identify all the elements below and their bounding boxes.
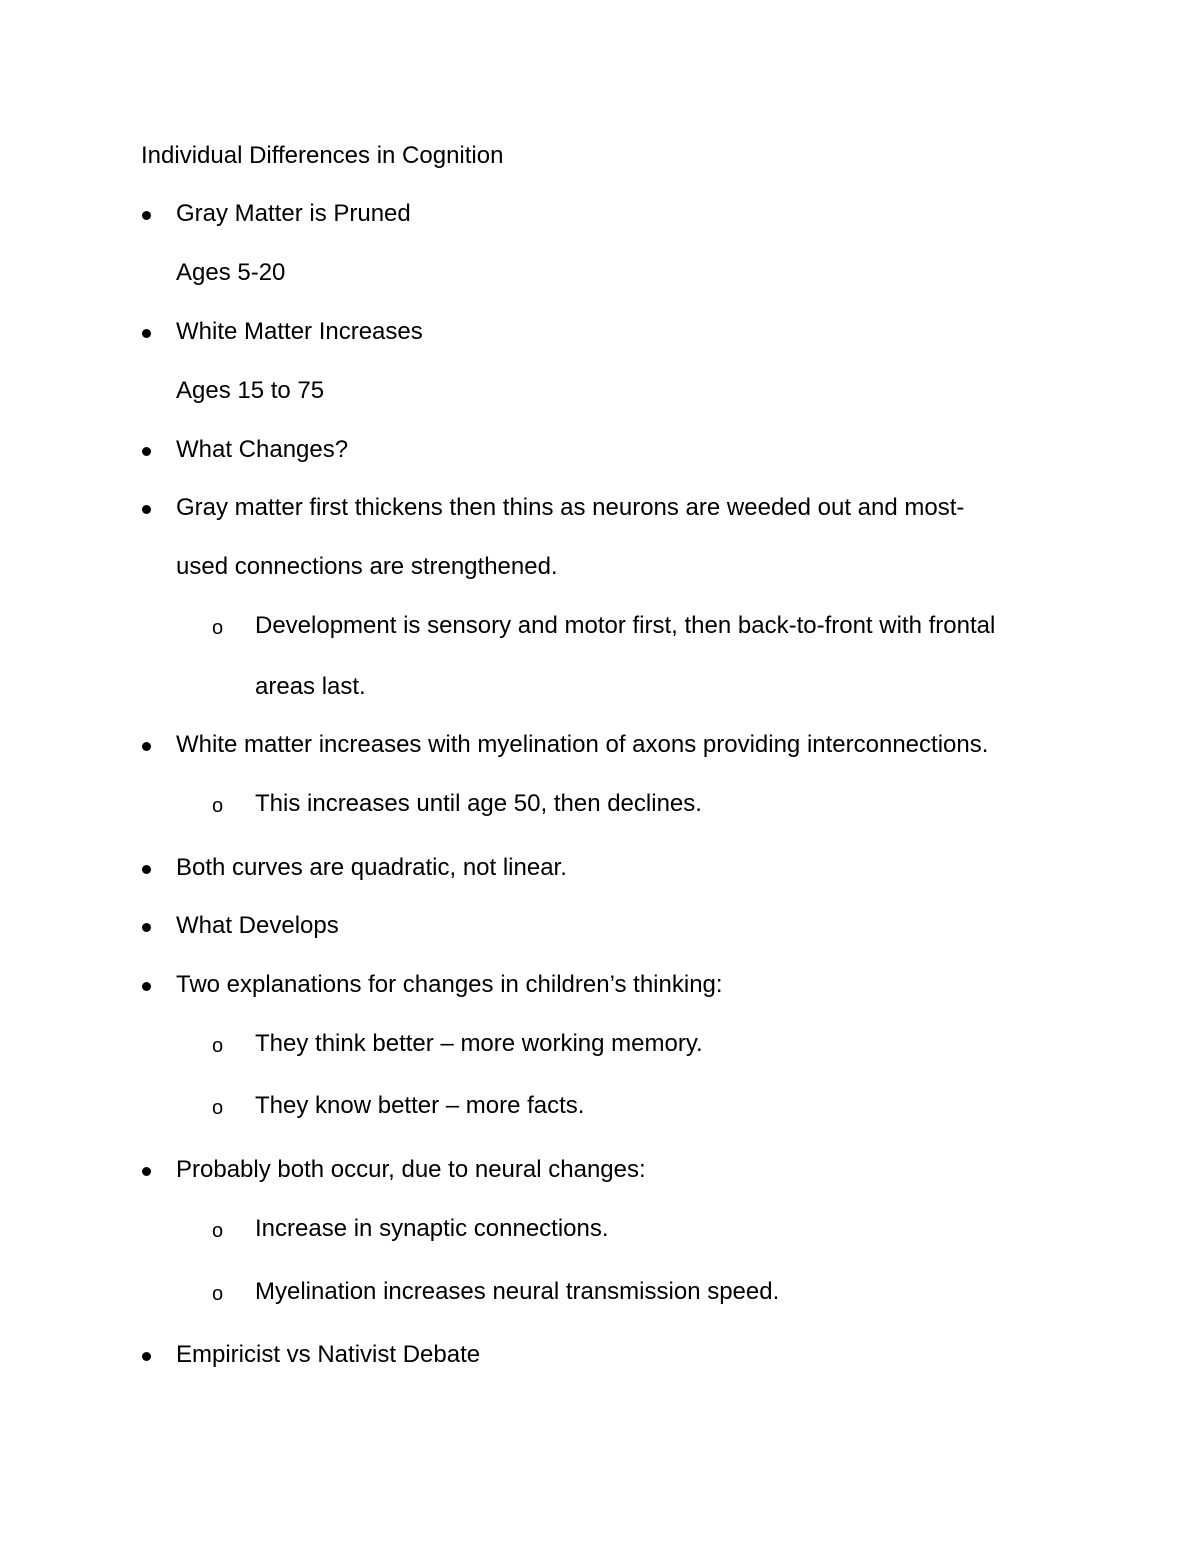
list-item: Probably both occur, due to neural changes:	[176, 1156, 646, 1183]
sub-bullet-symbol: o	[212, 1220, 224, 1242]
list-item: White matter increases with myelination of axons providing interconnections.	[176, 731, 989, 758]
bullet-dot	[142, 865, 151, 874]
document-title: Individual Differences in Cognition	[141, 142, 504, 169]
list-item-continuation: Ages 15 to 75	[176, 377, 325, 404]
sub-bullet-symbol: o	[212, 795, 224, 817]
list-item: Gray matter first thickens then thins as neurons are weeded out and most-	[176, 494, 965, 521]
sub-list-item: Increase in synaptic connections.	[255, 1215, 609, 1242]
sub-list-item: They know better – more facts.	[255, 1092, 585, 1119]
bullet-dot	[142, 923, 151, 932]
bullet-dot	[142, 742, 151, 751]
bullet-dot	[142, 1352, 151, 1361]
list-item-continuation: Ages 5-20	[176, 259, 286, 286]
bullet-dot	[142, 329, 151, 338]
bullet-dot	[142, 505, 151, 514]
sub-bullet-symbol: o	[212, 1283, 224, 1305]
sub-list-item: Myelination increases neural transmission speed.	[255, 1278, 780, 1305]
sub-bullet-symbol: o	[212, 1035, 224, 1057]
bullet-dot	[142, 447, 151, 456]
sub-list-item-continuation: areas last.	[255, 673, 366, 700]
list-item: What Changes?	[176, 436, 349, 463]
sub-list-item: Development is sensory and motor first, then back-to-front with frontal	[255, 612, 996, 639]
bullet-dot	[142, 982, 151, 991]
list-item-continuation: used connections are strengthened.	[176, 553, 558, 580]
bullet-dot	[142, 211, 151, 220]
bullet-dot	[142, 1167, 151, 1176]
list-item: What Develops	[176, 912, 339, 939]
sub-list-item: They think better – more working memory.	[255, 1030, 703, 1057]
list-item: White Matter Increases	[176, 318, 423, 345]
list-item: Both curves are quadratic, not linear.	[176, 854, 567, 881]
sub-bullet-symbol: o	[212, 617, 224, 639]
sub-list-item: This increases until age 50, then declines.	[255, 790, 702, 817]
list-item: Two explanations for changes in children’s thinking:	[176, 971, 723, 998]
list-item: Empiricist vs Nativist Debate	[176, 1341, 481, 1368]
sub-bullet-symbol: o	[212, 1097, 224, 1119]
list-item: Gray Matter is Pruned	[176, 200, 411, 227]
